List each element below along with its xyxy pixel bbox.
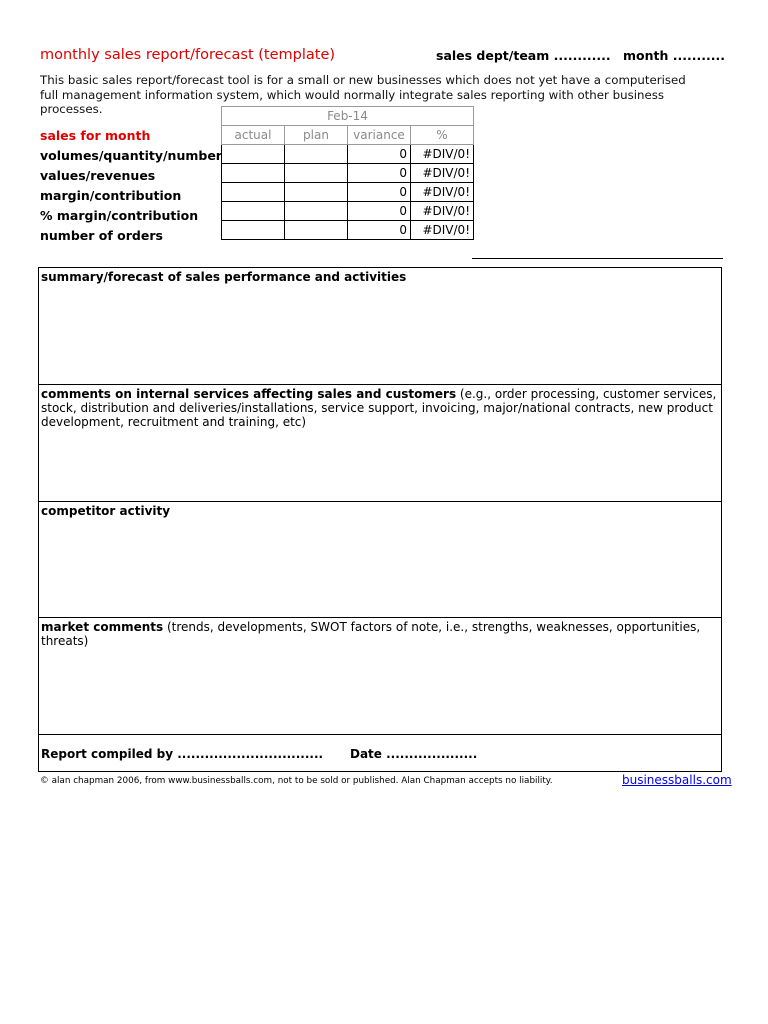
variance-cell: 0 xyxy=(348,221,411,240)
column-header-variance: variance xyxy=(348,126,411,145)
actual-cell[interactable] xyxy=(222,183,285,202)
internal-services-section[interactable] xyxy=(38,384,722,502)
period-header: Feb-14 xyxy=(222,107,474,126)
percent-cell: #DIV/0! xyxy=(411,221,474,240)
section-heading: market comments xyxy=(41,620,164,634)
table-row xyxy=(222,183,474,202)
table-row xyxy=(222,221,474,240)
actual-cell[interactable] xyxy=(222,145,285,164)
period-row xyxy=(222,107,474,126)
summary-section[interactable] xyxy=(38,267,722,385)
table-row xyxy=(222,202,474,221)
section-note: (trends, developments, SWOT factors of note, i.e., strengths, weaknesses, opportunities, threats) xyxy=(41,620,701,648)
divider xyxy=(472,258,723,259)
row-label: margin/contribution xyxy=(40,188,182,203)
variance-cell: 0 xyxy=(348,164,411,183)
row-label: values/revenues xyxy=(40,168,156,183)
row-label: number of orders xyxy=(40,228,163,243)
market-comments-section[interactable] xyxy=(38,617,722,735)
plan-cell[interactable] xyxy=(285,183,348,202)
report-compiled-field[interactable]: Report compiled by ................................ xyxy=(41,747,324,761)
plan-cell[interactable] xyxy=(285,221,348,240)
section-note: (e.g., order processing, customer services, stock, distribution and deliveries/installations, service support, invoicing, major/national contracts, new product development, recruitment and training, etc) xyxy=(41,387,717,429)
percent-cell: #DIV/0! xyxy=(411,164,474,183)
sales-dept-field: sales dept/team ............ xyxy=(436,48,611,63)
column-header-percent: % xyxy=(411,126,474,145)
month-field: month ........... xyxy=(623,48,725,63)
actual-cell[interactable] xyxy=(222,164,285,183)
plan-cell[interactable] xyxy=(285,202,348,221)
competitor-section[interactable] xyxy=(38,501,722,618)
plan-cell[interactable] xyxy=(285,164,348,183)
plan-cell[interactable] xyxy=(285,145,348,164)
column-header-actual: actual xyxy=(222,126,285,145)
row-label: volumes/quantity/number xyxy=(40,148,222,163)
sales-for-month-label: sales for month xyxy=(40,128,151,143)
date-field[interactable]: Date .................... xyxy=(350,747,478,761)
actual-cell[interactable] xyxy=(222,221,285,240)
percent-cell: #DIV/0! xyxy=(411,202,474,221)
table-row xyxy=(222,164,474,183)
intro-text: This basic sales report/forecast tool is for a small or new businesses which does not yet have a computerised full management information system, which would normally integrate sales reporting with other business processes. xyxy=(40,73,686,116)
section-heading: competitor activity xyxy=(41,504,171,518)
actual-cell[interactable] xyxy=(222,202,285,221)
percent-cell: #DIV/0! xyxy=(411,145,474,164)
row-label: % margin/contribution xyxy=(40,208,199,223)
variance-cell: 0 xyxy=(348,145,411,164)
sales-table xyxy=(221,106,474,240)
copyright-text: © alan chapman 2006, from www.businessballs.com, not to be sold or published. Alan Chapman accepts no liability. xyxy=(40,776,553,786)
table-row xyxy=(222,145,474,164)
section-heading: comments on internal services affecting sales and customers xyxy=(41,387,457,401)
variance-cell: 0 xyxy=(348,202,411,221)
businessballs-link[interactable]: businessballs.com xyxy=(622,773,732,787)
percent-cell: #DIV/0! xyxy=(411,183,474,202)
column-header-row xyxy=(222,126,474,145)
signoff-section xyxy=(38,734,722,772)
column-header-plan: plan xyxy=(285,126,348,145)
page-title: monthly sales report/forecast (template) xyxy=(40,47,336,63)
section-heading: summary/forecast of sales performance and activities xyxy=(41,270,407,284)
variance-cell: 0 xyxy=(348,183,411,202)
